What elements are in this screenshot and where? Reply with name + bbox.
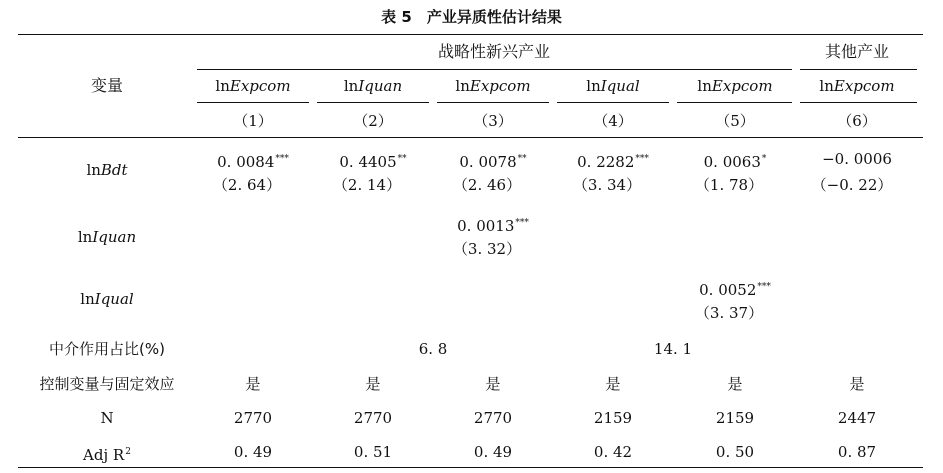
tstat-bdt-5: （1. 78） (694, 176, 764, 194)
group-header-strategic: 战略性新兴产业 (437, 42, 551, 61)
adjr2-1: 0. 49 (233, 443, 273, 461)
coef-iquan-3: 0. 0013*** (457, 217, 529, 235)
top-rule (18, 34, 923, 35)
group-header-other: 其他产业 (824, 42, 890, 61)
table-title: 表 5 产业异质性估计结果 (381, 8, 562, 26)
controls-5: 是 (727, 375, 743, 393)
col-rule-3 (437, 102, 549, 103)
adjr2-3: 0. 49 (473, 443, 513, 461)
col-number-4: （4） (593, 112, 633, 130)
mediation-value-iqual: 14. 1 (653, 340, 693, 358)
coef-iqual-5: 0. 0052*** (699, 281, 771, 299)
mediation-value-iquan: 6. 8 (418, 340, 448, 358)
strategic-group-rule (197, 69, 792, 70)
row-label-lniqual: lnIqual (80, 290, 134, 308)
row-label-n: N (100, 409, 114, 427)
variable-header: 变量 (90, 76, 124, 95)
controls-2: 是 (365, 375, 381, 393)
n-2: 2770 (353, 409, 393, 427)
col-header-4: lnIqual (586, 77, 640, 95)
controls-4: 是 (605, 375, 621, 393)
tstat-bdt-2: （2. 14） (332, 176, 402, 194)
col-rule-1 (197, 102, 309, 103)
col-rule-5 (677, 102, 792, 103)
n-4: 2159 (593, 409, 633, 427)
bottom-rule (18, 467, 923, 468)
tstat-bdt-6: （−0. 22） (811, 176, 893, 194)
coef-bdt-1: 0. 0084*** (217, 153, 289, 171)
coef-bdt-3: 0. 0078** (459, 153, 527, 171)
col-rule-6 (800, 102, 917, 103)
col-number-5: （5） (715, 112, 755, 130)
tstat-iqual-5: （3. 37） (694, 304, 764, 322)
row-label-lniquan: lnIquan (77, 228, 137, 246)
coef-bdt-2: 0. 4405** (339, 153, 407, 171)
tstat-bdt-3: （2. 46） (452, 176, 522, 194)
col-rule-2 (317, 102, 429, 103)
col-number-1: （1） (233, 112, 273, 130)
col-number-2: （2） (353, 112, 393, 130)
col-header-5: lnExpcom (697, 77, 773, 95)
n-6: 2447 (837, 409, 877, 427)
coef-bdt-4: 0. 2282*** (577, 153, 649, 171)
row-label-adjr2: Adj $R^2$ (83, 446, 131, 464)
other-group-rule (800, 69, 917, 70)
col-rule-4 (557, 102, 669, 103)
row-label-lnbdt: lnBdt (86, 161, 128, 179)
tstat-bdt-4: （3. 34） (572, 176, 642, 194)
header-bottom-rule (18, 137, 923, 138)
coef-bdt-6: −0. 0006 (822, 150, 892, 168)
adjr2-4: 0. 42 (593, 443, 633, 461)
adjr2-5: 0. 50 (715, 443, 755, 461)
col-header-6: lnExpcom (819, 77, 895, 95)
controls-1: 是 (245, 375, 261, 393)
col-header-1: lnExpcom (215, 77, 291, 95)
row-label-mediation: 中介作用占比(%) (49, 340, 165, 358)
adjr2-6: 0. 87 (837, 443, 877, 461)
controls-6: 是 (849, 375, 865, 393)
col-number-3: （3） (473, 112, 513, 130)
controls-3: 是 (485, 375, 501, 393)
col-number-6: （6） (837, 112, 877, 130)
tstat-bdt-1: （2. 64） (212, 176, 282, 194)
n-3: 2770 (473, 409, 513, 427)
coef-bdt-5: 0. 0063* (703, 153, 767, 171)
col-header-3: lnExpcom (455, 77, 531, 95)
adjr2-2: 0. 51 (353, 443, 393, 461)
n-5: 2159 (715, 409, 755, 427)
row-label-controls: 控制变量与固定效应 (39, 375, 175, 393)
col-header-2: lnIquan (343, 77, 403, 95)
n-1: 2770 (233, 409, 273, 427)
tstat-iquan-3: （3. 32） (452, 240, 522, 258)
